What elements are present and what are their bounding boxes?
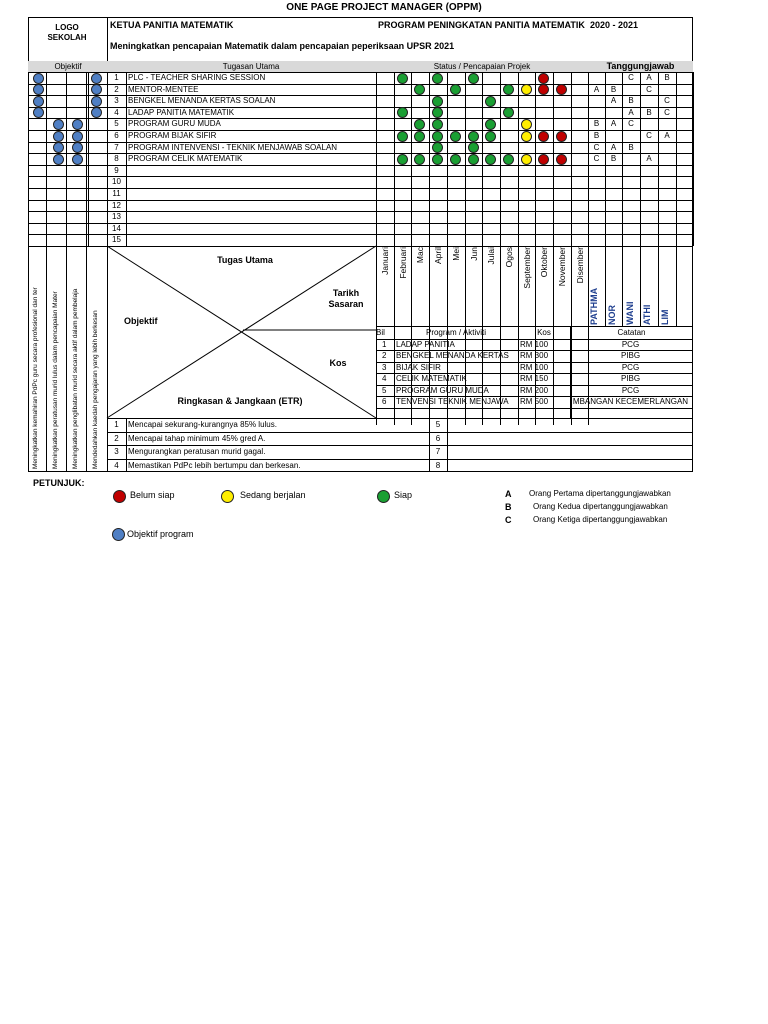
cost-row-amount: RM 150 xyxy=(520,374,549,383)
task-number: 12 xyxy=(112,200,121,210)
responsibility-cell: A xyxy=(646,154,652,164)
status-header: Status / Pencapaian Projek xyxy=(433,62,531,71)
etr-number: 4 xyxy=(114,460,119,470)
etr-text: Memastikan PdPc lebih bertumpu dan berkesan. xyxy=(128,460,301,470)
etr-text: Mengurangkan peratusan murid gagal. xyxy=(128,447,266,456)
status-siap-dot xyxy=(414,131,425,142)
cost-row-number: 5 xyxy=(382,385,387,395)
status-siap-dot xyxy=(468,154,479,165)
responsibility-cell: A xyxy=(646,73,652,82)
col-line xyxy=(676,72,677,246)
responsibility-cell: B xyxy=(610,84,617,94)
row-line xyxy=(28,200,693,201)
task-number: 3 xyxy=(114,96,119,106)
task-number: 11 xyxy=(112,189,121,198)
person-col-line xyxy=(622,246,623,326)
responsibility-cell: A xyxy=(610,96,617,106)
task-number: 14 xyxy=(112,223,121,233)
matrix-tugas-label: Tugas Utama xyxy=(217,255,273,265)
etr-number: 7 xyxy=(435,447,441,456)
objective-statement: Meningkatkan peratusan murid lulus dalam pencapaian Mater xyxy=(52,291,59,469)
status-siap-dot xyxy=(485,96,496,107)
cost-row-note: PIBG xyxy=(620,374,641,383)
cost-row-number: 1 xyxy=(382,339,387,349)
responsibility-cell: A xyxy=(593,84,600,94)
status-belum-dot xyxy=(538,73,549,84)
legend-siap-label: Siap xyxy=(394,490,413,500)
objective-dot xyxy=(91,96,102,107)
legend-green-dot xyxy=(377,490,390,503)
month-label: Disember xyxy=(574,247,585,284)
objective-dot xyxy=(72,154,83,165)
person-col-line xyxy=(676,246,677,326)
status-siap-dot xyxy=(432,131,443,142)
status-siap-dot xyxy=(432,96,443,107)
legend-red-dot xyxy=(113,490,126,503)
responsibility-cell: B xyxy=(628,96,634,106)
task-label: PROGRAM INTENVENSI - TEKNIK MENJAWAB SOALAN xyxy=(128,142,338,152)
task-number: 15 xyxy=(112,235,121,245)
task-number: 6 xyxy=(114,131,119,140)
objective-col-line xyxy=(66,246,67,472)
status-belum-dot xyxy=(538,131,549,142)
objective-col-line xyxy=(28,246,29,472)
etr-text: Mencapai sekurang-kurangnya 85% lulus. xyxy=(128,420,277,429)
status-belum-dot xyxy=(556,131,567,142)
row-line xyxy=(28,188,693,189)
responsibility-cell: B xyxy=(593,119,600,129)
role-description: Orang Kedua dipertanggungjawabkan xyxy=(533,502,668,511)
person-name: PATHMA xyxy=(589,287,599,325)
objective-statement: Meningkatkan penglibatan murid secara aktif dalam pembelaja xyxy=(72,288,79,469)
row-line xyxy=(28,234,693,235)
status-siap-dot xyxy=(450,84,461,95)
status-siap-dot xyxy=(503,154,514,165)
row-line xyxy=(28,211,693,212)
responsibility-cell: A xyxy=(610,142,617,152)
objective-statement: Mendedahkan kaedah pengajaran yang lebih berkesan xyxy=(92,310,99,469)
school-logo-placeholder: LOGO SEKOLAH xyxy=(47,23,87,43)
cost-row-activity: BENGKEL MENANDA KERTAS xyxy=(396,351,509,360)
legend-blue-dot xyxy=(112,528,125,541)
status-siap-dot xyxy=(432,119,443,130)
objective-dot xyxy=(53,154,64,165)
task-label: BENGKEL MENANDA KERTAS SOALAN xyxy=(128,96,276,106)
status-siap-dot xyxy=(468,142,479,153)
role-key: A xyxy=(505,489,512,499)
objective-dot xyxy=(91,73,102,84)
etr-number: 8 xyxy=(435,460,441,470)
cost-row-amount: RM 100 xyxy=(520,339,549,349)
month-label: Ogos xyxy=(503,247,514,268)
status-siap-dot xyxy=(450,154,461,165)
objective-col-line xyxy=(86,246,87,472)
person-name: ATHI xyxy=(642,304,652,325)
responsibility-cell: C xyxy=(593,154,600,164)
status-sedang-dot xyxy=(521,84,532,95)
month-label: September xyxy=(521,247,532,289)
role-description: Orang Pertama dipertanggungjawabkan xyxy=(529,489,671,498)
cost-header: Program / Aktiviti xyxy=(425,328,486,337)
responsibility-cell: A xyxy=(628,107,634,117)
responsibility-cell: B xyxy=(610,154,617,164)
month-label: November xyxy=(557,247,567,287)
row-line xyxy=(28,165,693,166)
objective-dot xyxy=(53,131,64,142)
cost-row-number: 2 xyxy=(382,351,387,360)
cost-col-line xyxy=(570,327,571,418)
status-sedang-dot xyxy=(521,131,532,142)
legend-sedang-label: Sedang berjalan xyxy=(240,490,306,500)
status-belum-dot xyxy=(538,154,549,165)
responsibility-cell: C xyxy=(593,142,600,152)
etr-row-line xyxy=(107,432,693,433)
cost-row-number: 4 xyxy=(382,374,387,383)
month-label: Mei xyxy=(450,247,461,261)
role-description: Orang Ketiga dipertanggungjawabkan xyxy=(533,515,668,524)
cost-row-amount: RM 200 xyxy=(520,385,549,395)
cost-row-line xyxy=(376,408,693,409)
role-key: C xyxy=(505,515,512,525)
program-title: PROGRAM PENINGKATAN PANITIA MATEMATIK xyxy=(378,20,585,30)
objective-dot xyxy=(72,119,83,130)
etr-number: 1 xyxy=(114,420,119,429)
matrix-ringkasan-label: Ringkasan & Jangkaan (ETR) xyxy=(177,396,303,406)
row-line xyxy=(28,176,693,177)
cost-row-note: PCG xyxy=(621,362,640,372)
legend-belum-label: Belum siap xyxy=(130,490,175,500)
status-siap-dot xyxy=(397,131,408,142)
objective-statement: Meningkatkan kemahiran PdPc guru secara profesional dan ter xyxy=(32,287,39,469)
responsibility-cell: C xyxy=(628,119,634,129)
task-number: 7 xyxy=(114,142,119,152)
status-siap-dot xyxy=(397,107,408,118)
etr-number: 2 xyxy=(114,433,119,443)
etr-number: 5 xyxy=(435,420,441,429)
task-label: PROGRAM BIJAK SIFIR xyxy=(128,131,217,140)
status-siap-dot xyxy=(450,131,461,142)
cost-row-activity: PROGRAM GURU MUDA xyxy=(396,385,489,395)
responsibility-cell: B xyxy=(628,142,634,152)
cost-col-line xyxy=(518,327,519,418)
objective-dot xyxy=(72,131,83,142)
objective-dot xyxy=(33,73,44,84)
cost-row-amount: RM 300 xyxy=(520,351,549,360)
person-name: LIM xyxy=(660,309,670,325)
col-line xyxy=(66,72,67,246)
legend-objektif-label: Objektif program xyxy=(127,529,194,539)
project-goal: Meningkatkan pencapaian Matematik dalam pencapaian peperiksaan UPSR 2021 xyxy=(110,41,455,51)
task-number: 4 xyxy=(114,107,119,117)
responsibility-cell: C xyxy=(664,107,670,117)
cost-header: Kos xyxy=(537,328,551,337)
person-col-line xyxy=(640,246,641,326)
col-line xyxy=(28,72,29,246)
month-label: Mac xyxy=(415,247,426,264)
status-sedang-dot xyxy=(521,154,532,165)
task-label: PLC - TEACHER SHARING SESSION xyxy=(128,73,266,82)
etr-row-line xyxy=(107,459,693,460)
status-siap-dot xyxy=(432,154,443,165)
cost-row-number: 3 xyxy=(382,362,387,372)
cost-row-activity: LADAP PANITIA xyxy=(396,339,455,349)
page-title: ONE PAGE PROJECT MANAGER (OPPM) xyxy=(286,2,482,13)
cost-row-note: PCG xyxy=(621,339,640,349)
responsibility-cell: C xyxy=(628,73,634,82)
status-siap-dot xyxy=(468,131,479,142)
month-label: Februari xyxy=(397,247,408,279)
task-number: 13 xyxy=(112,212,121,222)
col-line xyxy=(126,72,127,246)
col-line xyxy=(46,72,47,246)
person-col-line xyxy=(605,246,606,326)
legend-yellow-dot xyxy=(221,490,234,503)
matrix-diagonals xyxy=(107,246,376,418)
responsibility-cell: C xyxy=(646,131,652,140)
matrix-kos-label: Kos xyxy=(329,358,347,368)
status-siap-dot xyxy=(485,154,496,165)
cost-header: Bil xyxy=(376,328,385,337)
cost-row-note: MBANGAN KECEMERLANGAN xyxy=(572,397,689,406)
status-belum-dot xyxy=(556,154,567,165)
objective-dot xyxy=(53,119,64,130)
tanggungjawab-header: Tanggungjawab xyxy=(606,61,675,71)
cost-row-activity: CELIK MATEMATIK xyxy=(396,374,467,383)
etr-top-line xyxy=(107,418,693,419)
month-bottom-line xyxy=(376,326,693,327)
task-number: 8 xyxy=(114,154,119,164)
etr-row-line xyxy=(107,445,693,446)
cost-col-line xyxy=(394,327,395,418)
responsibility-cell: C xyxy=(646,84,652,94)
task-number: 2 xyxy=(114,84,119,94)
task-number: 1 xyxy=(114,73,119,82)
col-line xyxy=(88,72,89,246)
task-label: LADAP PANITIA MATEMATIK xyxy=(128,107,235,117)
etr-number: 3 xyxy=(114,447,119,456)
task-number: 9 xyxy=(114,165,119,175)
task-label: PROGRAM GURU MUDA xyxy=(128,119,221,129)
status-siap-dot xyxy=(432,73,443,84)
objective-dot xyxy=(33,96,44,107)
cost-row-note: PCG xyxy=(621,385,640,395)
matrix-tarikh-label: Tarikh Sasaran xyxy=(328,288,364,309)
responsibility-cell: A xyxy=(664,131,670,140)
responsibility-cell: B xyxy=(593,131,600,140)
responsibility-cell: C xyxy=(664,96,670,106)
status-siap-dot xyxy=(397,73,408,84)
cost-header: Catatan xyxy=(617,328,646,337)
month-label: Jun xyxy=(468,247,479,261)
matrix-objektif-label: Objektif xyxy=(124,316,158,326)
person-name: NOR xyxy=(607,305,617,325)
month-label: April xyxy=(433,247,444,265)
status-siap-dot xyxy=(503,84,514,95)
cost-row-amount: RM 100 xyxy=(520,362,549,372)
cost-row-number: 6 xyxy=(382,397,387,406)
leader-title: KETUA PANITIA MATEMATIK xyxy=(110,20,234,30)
cost-row-note: PIBG xyxy=(620,351,641,360)
cost-row-activity: TENVENSI TEKNIK MENJAWA xyxy=(396,397,509,406)
month-label: Januari xyxy=(380,247,390,275)
task-number: 5 xyxy=(114,119,119,129)
legend-title: PETUNJUK: xyxy=(33,478,85,488)
person-col-line xyxy=(658,246,659,326)
status-siap-dot xyxy=(485,119,496,130)
etr-number: 6 xyxy=(435,433,441,443)
task-label: MENTOR-MENTEE xyxy=(128,84,199,94)
role-key: B xyxy=(505,502,512,512)
etr-text: Mencapai tahap minimum 45% gred A. xyxy=(128,433,266,443)
cost-row-activity: BIJAK SIFIR xyxy=(396,362,441,372)
month-label: Oktober xyxy=(539,247,550,278)
status-siap-dot xyxy=(468,73,479,84)
objective-col-line xyxy=(46,246,47,472)
responsibility-cell: B xyxy=(664,73,670,82)
cost-row-amount: RM 500 xyxy=(520,397,549,406)
col-line xyxy=(86,72,87,246)
program-years: 2020 - 2021 xyxy=(590,20,639,30)
status-siap-dot xyxy=(485,131,496,142)
objektif-header: Objektif xyxy=(54,62,82,71)
row-line xyxy=(28,223,693,224)
status-sedang-dot xyxy=(521,119,532,130)
task-number: 10 xyxy=(112,177,121,187)
responsibility-cell: A xyxy=(610,119,617,129)
month-label: Julai xyxy=(486,247,497,265)
task-label: PROGRAM CELIK MATEMATIK xyxy=(128,154,243,164)
responsibility-cell: B xyxy=(646,107,652,117)
col-line xyxy=(693,72,694,246)
status-siap-dot xyxy=(397,154,408,165)
person-name: WANI xyxy=(625,301,635,325)
tugasan-header: Tugasan Utama xyxy=(222,62,280,71)
